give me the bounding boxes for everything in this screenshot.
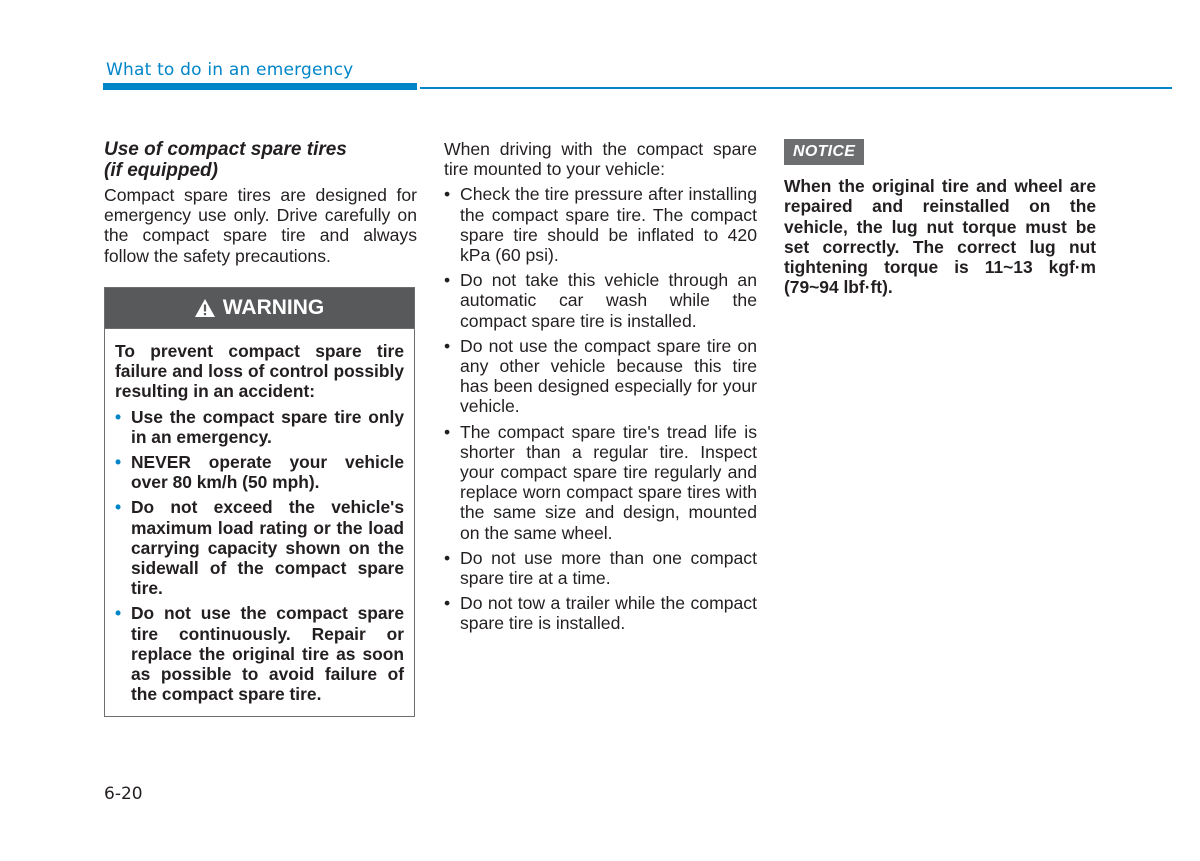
driving-intro: When driving with the compact spare tire mounted to your vehicle: xyxy=(444,139,757,180)
warning-item xyxy=(115,603,404,704)
bullet-icon: • xyxy=(444,421,451,442)
subheading-line-2: (if equipped) xyxy=(104,160,218,181)
page-number: 6-20 xyxy=(104,784,143,804)
column-1 xyxy=(104,139,417,266)
warning-title: WARNING xyxy=(222,296,325,319)
warning-item xyxy=(115,497,404,598)
warning-list xyxy=(115,407,404,705)
warning-body xyxy=(105,329,414,704)
bullet-icon: • xyxy=(115,406,122,427)
warning-intro: To prevent compact spare tire failure and loss of control possibly resulting in an accident: xyxy=(115,341,404,402)
bullet-icon: • xyxy=(115,497,122,518)
warning-item-text: Use the compact spare tire only in an emergency. xyxy=(131,406,404,447)
notice-badge: NOTICE xyxy=(784,139,864,165)
precaution-item xyxy=(444,184,757,265)
warning-item-text: Do not use the compact spare tire continuously. Repair or replace the original tire as soon as possible to avoid failure of the compact spare tire. xyxy=(131,603,404,705)
precaution-item xyxy=(444,548,757,588)
warning-header xyxy=(105,288,414,329)
subheading xyxy=(104,139,417,181)
precaution-text: Do not take this vehicle through an automatic car wash while the compact spare tire is installed. xyxy=(460,270,757,331)
precaution-text: Check the tire pressure after installing the compact spare tire. The compact spare tire should be inflated to 420 kPa (60 psi). xyxy=(460,184,757,266)
bullet-icon: • xyxy=(444,593,451,614)
precaution-text: Do not use more than one compact spare tire at a time. xyxy=(460,547,757,589)
header-rule-thick xyxy=(103,83,417,90)
warning-item-text: Do not exceed the vehicle's maximum load rating or the load carrying capacity shown on the sidewall of the compact spare tire. xyxy=(131,497,404,599)
precaution-item xyxy=(444,422,757,543)
bullet-icon: • xyxy=(444,335,451,356)
warning-item xyxy=(115,452,404,492)
column-2 xyxy=(444,139,757,639)
bullet-icon: • xyxy=(444,270,451,291)
precaution-text: Do not tow a trailer while the compact spare tire is installed. xyxy=(460,593,757,634)
warning-item xyxy=(115,407,404,447)
warning-item-text: NEVER operate your vehicle over 80 km/h (50 mph). xyxy=(131,452,404,493)
precaution-text: The compact spare tire's tread life is shorter than a regular tire. Inspect your compact spare tire regularly and replace worn compact spare tires with the same size and design, mounted on the same wheel. xyxy=(460,421,757,543)
header-rule-thin xyxy=(420,87,1172,89)
precaution-text: Do not use the compact spare tire on any other vehicle because this tire has been designed especially for your vehicle. xyxy=(460,335,757,417)
precaution-item xyxy=(444,270,757,331)
bullet-icon: • xyxy=(115,452,122,473)
section-title: What to do in an emergency xyxy=(106,60,354,80)
warning-box xyxy=(104,287,415,717)
column-3 xyxy=(784,139,1096,297)
bullet-icon: • xyxy=(115,603,122,624)
bullet-icon: • xyxy=(444,184,451,205)
precautions-list xyxy=(444,184,757,633)
intro-paragraph: Compact spare tires are designed for emergency use only. Drive carefully on the compact spare tire and always follow the safety precautions. xyxy=(104,185,417,266)
bullet-icon: • xyxy=(444,547,451,568)
subheading-line-1: Use of compact spare tires xyxy=(104,139,347,160)
precaution-item xyxy=(444,593,757,633)
warning-triangle-icon xyxy=(195,299,215,317)
notice-text: When the original tire and wheel are repaired and reinstalled on the vehicle, the lug nut torque must be set correctly. The correct lug nut tightening torque is 11~13 kgf·m (79~94 lbf·ft). xyxy=(784,176,1096,298)
precaution-item xyxy=(444,336,757,417)
